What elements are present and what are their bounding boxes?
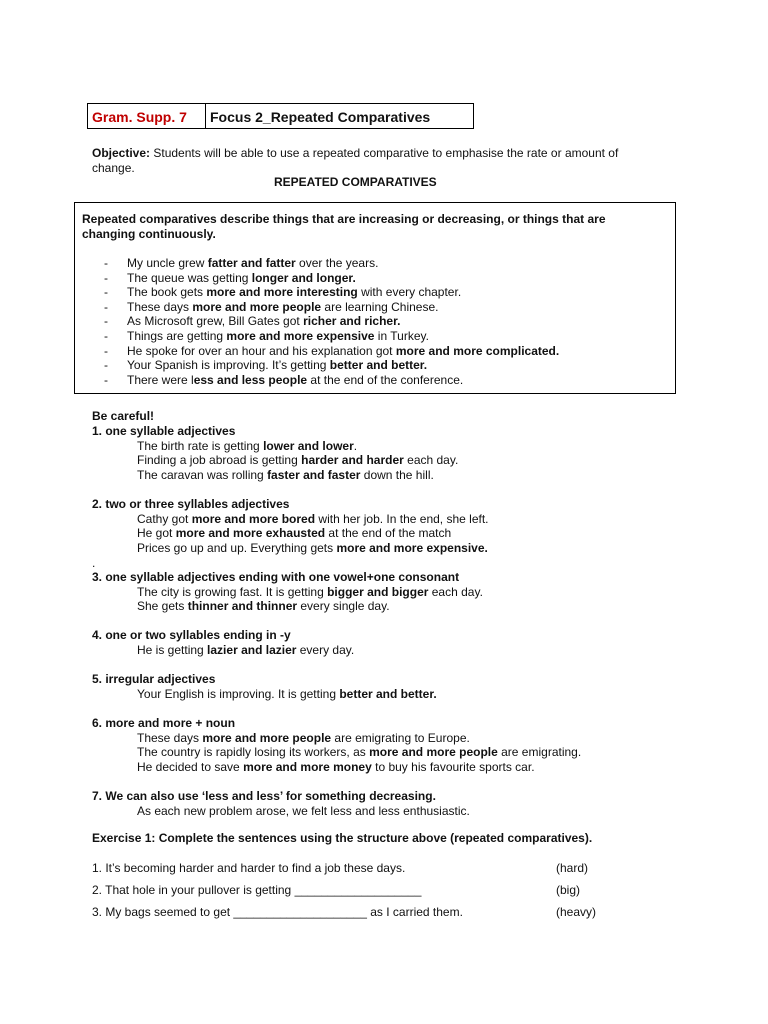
- text-normal: The book gets: [127, 285, 207, 300]
- rule-example: [127, 358, 427, 372]
- text-normal: .: [353, 438, 358, 453]
- rule-example: [127, 271, 356, 285]
- text-bold: fatter and fatter: [207, 256, 296, 270]
- careful-example-line: [137, 439, 357, 453]
- text-bold: better and better.: [329, 358, 428, 373]
- text-bold: thinner and thinner: [187, 599, 298, 614]
- careful-example-line: [137, 731, 470, 745]
- bullet-dash: -: [104, 256, 108, 270]
- careful-example-line: [137, 745, 581, 759]
- text-normal: He decided to save: [137, 759, 244, 774]
- rule-example: [127, 329, 429, 343]
- careful-example-line: [137, 541, 488, 555]
- text-bold: more and more complicated.: [395, 343, 560, 358]
- objective-text-1: Students will be able to use a repeated comparative to emphasise the rate or amount of: [150, 146, 619, 160]
- text-normal: to buy his favourite sports car.: [371, 759, 535, 774]
- text-normal: The birth rate is getting: [137, 438, 264, 453]
- section-title: REPEATED COMPARATIVES: [274, 175, 437, 189]
- careful-example-line: [137, 760, 535, 774]
- careful-example-line: [137, 468, 434, 482]
- careful-section-title: 6. more and more + noun: [92, 716, 236, 730]
- header-divider: [205, 104, 206, 128]
- text-bold: better and better.: [339, 686, 437, 701]
- text-bold: faster and faster: [267, 467, 361, 482]
- careful-section-title: 2. two or three syllables adjectives: [92, 497, 290, 511]
- bullet-dash: -: [104, 329, 108, 343]
- bullet-dash: -: [104, 372, 108, 387]
- text-normal: every day.: [296, 642, 355, 657]
- text-bold: more and more people: [192, 299, 322, 314]
- text-normal: Your English is improving. It is getting: [137, 686, 340, 701]
- careful-heading: Be careful!: [92, 409, 155, 423]
- rule-example: [127, 285, 461, 299]
- text-normal: over the years.: [295, 256, 379, 270]
- text-normal: My uncle grew: [127, 256, 208, 270]
- rule-example: [127, 373, 463, 387]
- text-normal: These days: [127, 299, 193, 314]
- text-normal: Your Spanish is improving. It’s getting: [127, 358, 330, 373]
- text-normal: He spoke for over an hour and his explanation got: [127, 343, 396, 358]
- text-bold: more and more money: [243, 759, 372, 774]
- text-bold: more and more people: [369, 745, 498, 760]
- bullet-dash: -: [104, 270, 108, 285]
- text-normal: are emigrating to Europe.: [331, 730, 470, 745]
- careful-section-title: 7. We can also use ‘less and less’ for something decreasing.: [92, 789, 436, 803]
- text-normal: are emigrating.: [497, 745, 582, 760]
- text-normal: The country is rapidly losing its workers, as: [137, 745, 370, 760]
- text-normal: with every chapter.: [357, 285, 462, 300]
- text-normal: He is getting: [137, 642, 208, 657]
- text-bold: more and more expensive.: [336, 540, 488, 555]
- text-normal: As each new problem arose, we felt less and less enthusiastic.: [137, 803, 470, 818]
- objective-text-2: change.: [92, 161, 135, 175]
- text-normal: Finding a job abroad is getting: [137, 453, 302, 468]
- text-bold: richer and richer.: [303, 314, 401, 329]
- rule-example: [127, 256, 378, 270]
- text-normal: at the end of the match: [325, 526, 452, 541]
- rule-example: [127, 344, 559, 358]
- careful-example-line: [137, 804, 470, 818]
- text-bold: bigger and bigger: [327, 584, 429, 599]
- rule-intro-line-2: changing continuously.: [82, 227, 216, 241]
- header-title: Focus 2_Repeated Comparatives: [210, 109, 431, 125]
- text-normal: The city is growing fast. It is getting: [137, 584, 328, 599]
- text-normal: She gets: [137, 599, 188, 614]
- text-normal: at the end of the conference.: [307, 372, 464, 387]
- exercise-hint: (big): [556, 883, 581, 897]
- text-bold: lazier and lazier: [207, 642, 297, 657]
- text-normal: Prices go up and up. Everything gets: [137, 540, 337, 555]
- text-bold: more and more exhausted: [175, 526, 326, 541]
- text-bold: more and more expensive: [226, 329, 375, 343]
- exercise-hint: (heavy): [556, 905, 597, 919]
- text-normal: are learning Chinese.: [321, 299, 439, 314]
- text-normal: These days: [137, 730, 203, 745]
- careful-example-line: [137, 585, 483, 599]
- text-normal: in Turkey.: [374, 329, 429, 343]
- text-bold: ess and less people: [193, 372, 308, 387]
- careful-example-line: [137, 526, 451, 540]
- header-box: [87, 103, 474, 129]
- objective-label: Objective:: [92, 146, 151, 160]
- text-normal: Cathy got: [137, 511, 192, 526]
- text-bold: lower and lower: [263, 438, 354, 453]
- careful-example-line: [137, 512, 489, 526]
- careful-example-line: [137, 599, 390, 613]
- text-normal: He got: [137, 526, 176, 541]
- exercise-sentence: 2. That hole in your pullover is getting ___________________: [92, 883, 422, 897]
- text-normal: down the hill.: [360, 467, 434, 482]
- careful-example-line: [137, 643, 354, 657]
- text-normal: every single day.: [297, 599, 390, 614]
- objective-line-1: [92, 146, 618, 160]
- text-bold: harder and harder: [301, 453, 404, 468]
- text-bold: longer and longer.: [251, 270, 356, 285]
- text-normal: The queue was getting: [127, 270, 252, 285]
- careful-example-line: [137, 687, 437, 701]
- stray-dot: .: [92, 556, 96, 570]
- text-normal: with her job. In the end, she left.: [315, 511, 489, 526]
- rule-intro-line-1: Repeated comparatives describe things that are increasing or decreasing, or things that are: [82, 212, 606, 226]
- text-normal: The caravan was rolling: [137, 467, 268, 482]
- text-bold: more and more people: [202, 730, 332, 745]
- text-normal: There were l: [127, 372, 194, 387]
- rule-example: [127, 300, 438, 314]
- rule-example: [127, 314, 400, 328]
- text-normal: As Microsoft grew, Bill Gates got: [127, 314, 304, 329]
- text-normal: Things are getting: [127, 329, 227, 343]
- header-code: Gram. Supp. 7: [92, 109, 187, 125]
- bullet-dash: -: [104, 358, 108, 373]
- careful-section-title: 1. one syllable adjectives: [92, 424, 236, 438]
- exercise-hint: (hard): [556, 861, 589, 875]
- exercise-sentence: 3. My bags seemed to get ____________________ as I carried them.: [92, 905, 463, 919]
- bullet-dash: -: [104, 285, 108, 300]
- careful-section-title: 5. irregular adjectives: [92, 672, 216, 686]
- bullet-dash: -: [104, 343, 108, 358]
- careful-section-title: 4. one or two syllables ending in -y: [92, 628, 291, 642]
- exercise-sentence: 1. It’s becoming harder and harder to find a job these days.: [92, 861, 406, 875]
- bullet-dash: -: [104, 299, 108, 314]
- text-normal: each day.: [428, 584, 483, 599]
- text-bold: more and more interesting: [206, 285, 358, 300]
- exercise-title: Exercise 1: Complete the sentences using the structure above (repeated comparatives).: [92, 831, 593, 845]
- careful-section-title: 3. one syllable adjectives ending with one vowel+one consonant: [92, 570, 460, 584]
- text-bold: more and more bored: [191, 511, 316, 526]
- careful-example-line: [137, 453, 458, 467]
- text-normal: each day.: [403, 453, 459, 468]
- bullet-dash: -: [104, 314, 108, 329]
